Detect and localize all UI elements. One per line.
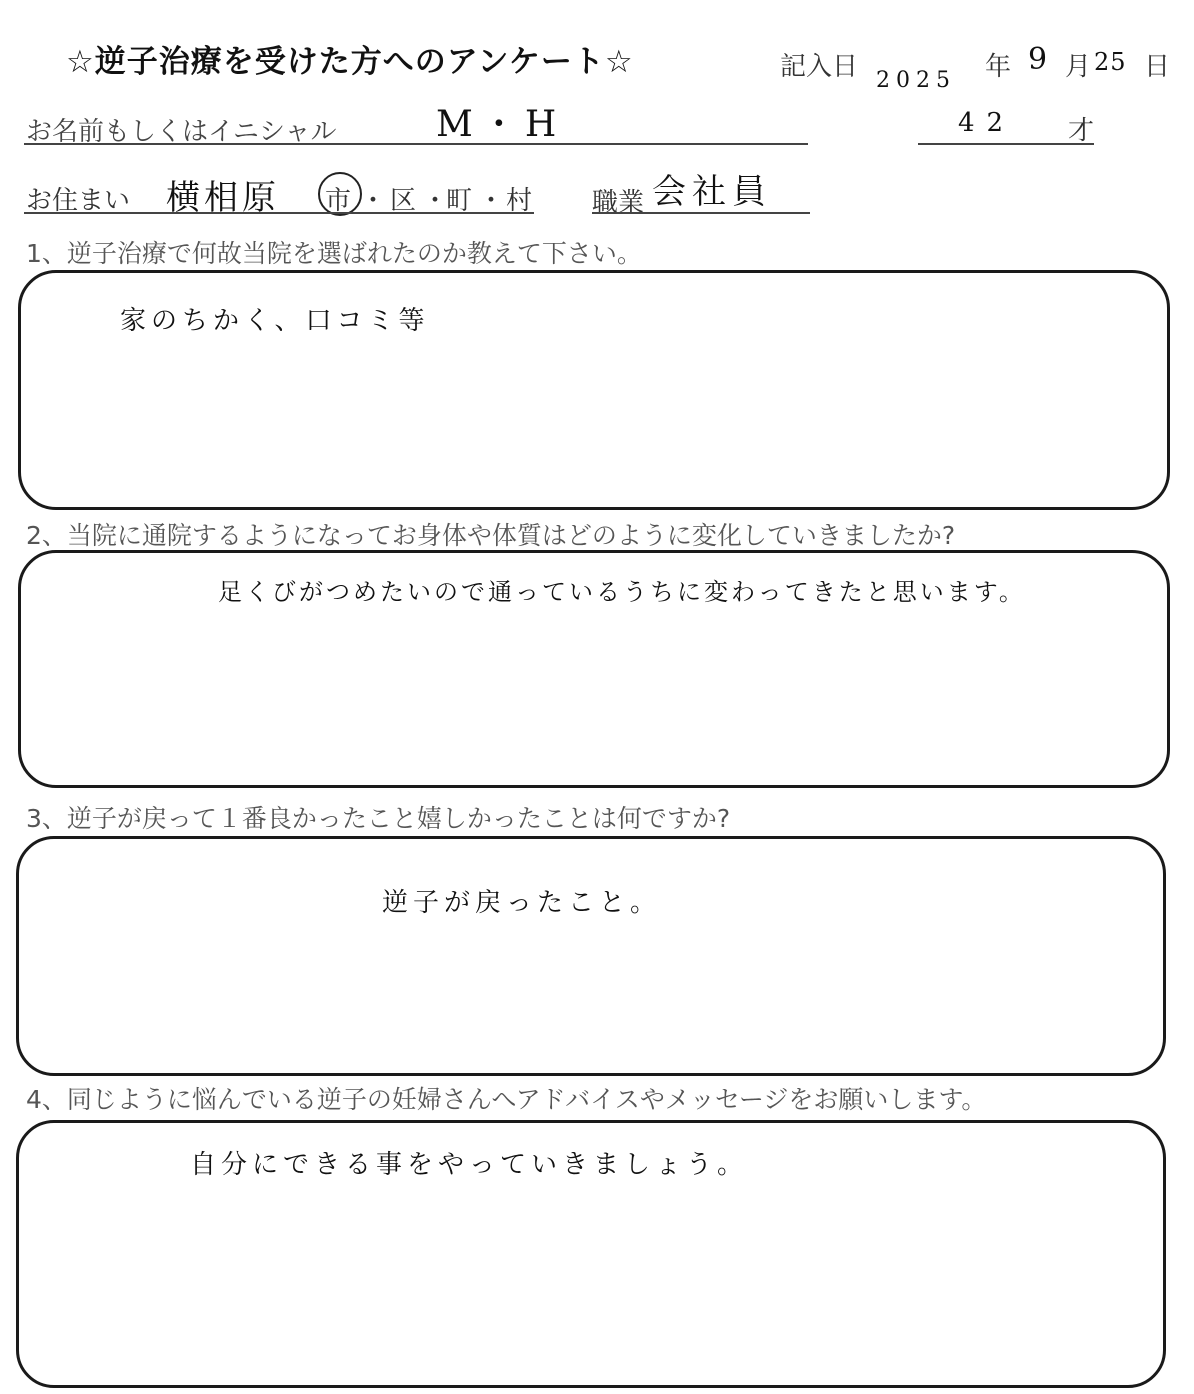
- survey-title: ☆逆子治療を受けた方へのアンケート☆: [66, 44, 634, 80]
- name-value: M・H: [436, 104, 565, 145]
- name-label: お名前もしくはイニシャル: [26, 117, 337, 147]
- address-value: 横相原: [166, 178, 280, 218]
- date-label: 記入日: [780, 52, 859, 82]
- address-separator: ・: [360, 186, 387, 216]
- day-value: 25: [1094, 48, 1127, 76]
- year-label: 年: [985, 52, 1012, 82]
- age-value: 42: [958, 108, 1016, 138]
- address-underline: [24, 212, 534, 214]
- job-value: 会社員: [652, 172, 772, 212]
- question-1-label: 1、逆子治療で何故当院を選ばれたのか教えて下さい。: [26, 239, 642, 268]
- answer-2-text: 足くびがつめたいので通っているうちに変わってきたと思います。: [218, 578, 1026, 606]
- answer-4-text: 自分にできる事をやっていきましょう。: [190, 1150, 749, 1180]
- year-value: 2025: [876, 68, 956, 93]
- address-separator: ・: [422, 186, 449, 216]
- address-option-village: 村: [506, 186, 533, 216]
- address-option-ward: 区: [390, 186, 417, 216]
- address-option-town: 町: [446, 186, 473, 216]
- day-label: 日: [1144, 52, 1171, 82]
- age-underline: [918, 143, 1094, 145]
- answer-box-3: [16, 836, 1166, 1076]
- month-value: 9: [1028, 42, 1053, 77]
- answer-3-text: 逆子が戻ったこと。: [382, 888, 662, 918]
- question-2-label: 2、当院に通院するようになってお身体や体質はどのように変化していきましたか?: [26, 521, 956, 550]
- age-label: 才: [1068, 116, 1095, 146]
- month-label: 月: [1065, 52, 1092, 82]
- job-underline: [592, 212, 810, 214]
- address-option-city: 市: [325, 186, 352, 216]
- address-separator: ・: [478, 186, 505, 216]
- question-3-label: 3、逆子が戻って１番良かったこと嬉しかったことは何ですか?: [26, 804, 731, 833]
- name-underline: [24, 143, 808, 145]
- question-4-label: 4、同じように悩んでいる逆子の妊婦さんへアドバイスやメッセージをお願いします。: [26, 1085, 987, 1114]
- job-label: 職業: [592, 188, 645, 218]
- address-label: お住まい: [26, 186, 131, 216]
- answer-1-text: 家のちかく、口コミ等: [120, 306, 430, 336]
